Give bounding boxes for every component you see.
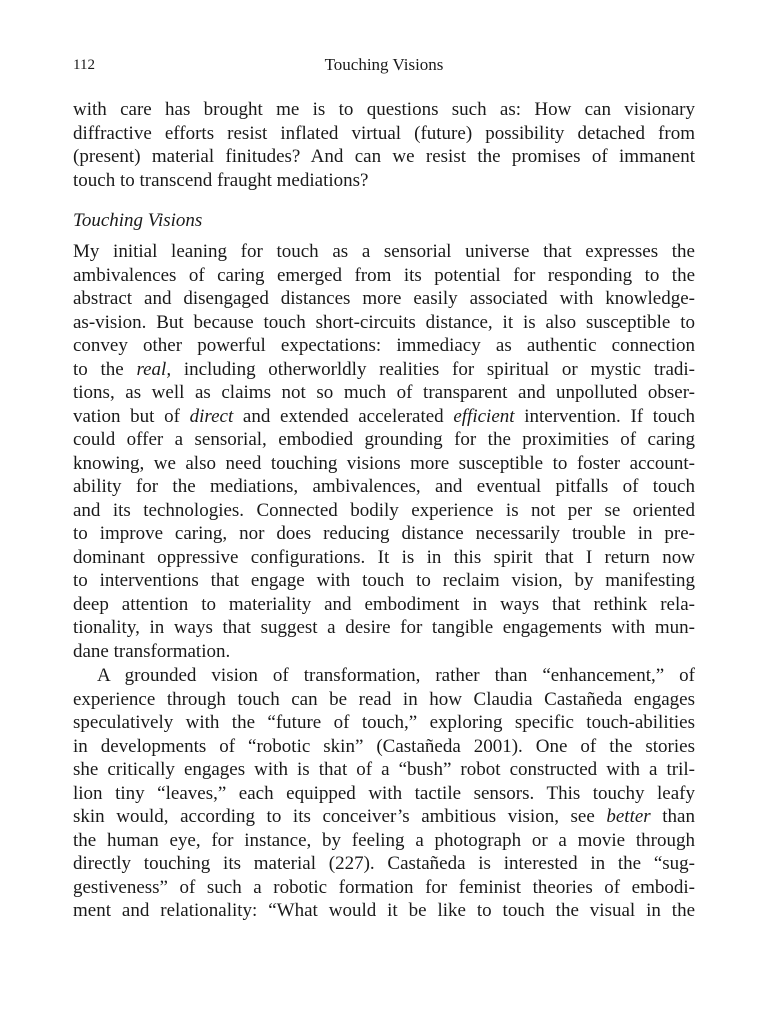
text-segment: as-vision. But because touch short-circuits distance, it is also susceptible to bbox=[73, 311, 695, 333]
text-line bbox=[73, 782, 695, 806]
text-line bbox=[73, 593, 695, 617]
text-segment: including otherworldly realities for spiritual or mystic tradi- bbox=[171, 358, 695, 380]
text-segment: My initial leaning for touch as a sensorial universe that expresses the bbox=[73, 241, 695, 262]
text-segment: diffractive efforts resist inflated virtual (future) possibility detached from bbox=[73, 122, 695, 144]
running-title: Touching Visions bbox=[324, 55, 444, 74]
text-segment: to interventions that engage with touch to reclaim vision, by manifesting bbox=[73, 570, 695, 591]
text-segment: skin would, according to its conceiver’s ambitious vision, see bbox=[73, 806, 607, 827]
text-segment: (present) material finitudes? And can we resist the promises of immanent bbox=[73, 146, 695, 167]
italic-text: better bbox=[606, 806, 651, 827]
text-line bbox=[73, 569, 695, 593]
text-line bbox=[73, 711, 695, 735]
text-line bbox=[73, 688, 695, 712]
text-segment: convey other powerful expectations: immediacy as authentic connection bbox=[73, 335, 695, 356]
text-line bbox=[73, 311, 695, 335]
text-line bbox=[73, 334, 695, 358]
text-line bbox=[73, 145, 695, 169]
text-segment: knowing, we also need touching visions more susceptible to foster account- bbox=[73, 452, 695, 474]
text-line bbox=[73, 381, 695, 405]
text-segment: she critically engages with is that of a “bush” robot constructed with a tril- bbox=[73, 759, 695, 780]
italic-text: real, bbox=[136, 358, 172, 380]
text-line bbox=[73, 240, 695, 264]
text-segment: A grounded vision of transformation, rather than “enhancement,” of bbox=[97, 665, 695, 686]
text-line bbox=[73, 805, 695, 829]
text-segment: dominant oppressive configurations. It is in this spirit that I return now bbox=[73, 546, 695, 568]
text-line bbox=[73, 264, 695, 288]
text-segment: ment and relationality: “What would it be like to touch the visual in the bbox=[73, 900, 695, 921]
text-line bbox=[73, 452, 695, 476]
paragraph-2 bbox=[73, 664, 695, 923]
text-line bbox=[73, 664, 695, 688]
text-line bbox=[73, 829, 695, 853]
text-line bbox=[73, 499, 695, 523]
text-line bbox=[73, 98, 695, 122]
text-line bbox=[73, 852, 695, 876]
section-heading: Touching Visions bbox=[73, 210, 203, 231]
text-line bbox=[73, 428, 695, 452]
text-segment: gestiveness” of such a robotic formation for feminist theories of embodi- bbox=[73, 876, 695, 898]
text-line bbox=[73, 169, 695, 193]
running-header bbox=[73, 55, 695, 79]
text-segment: and its technologies. Connected bodily experience is not per se oriented bbox=[73, 499, 695, 521]
text-segment: the human eye, for instance, by feeling a photograph or a movie through bbox=[73, 829, 695, 851]
text-segment: ability for the mediations, ambivalences, and eventual pitfalls of touch bbox=[73, 476, 695, 497]
text-segment: tions, as well as claims not so much of transparent and unpolluted obser- bbox=[73, 382, 695, 403]
italic-text: direct bbox=[189, 405, 234, 427]
text-segment: abstract and disengaged distances more easily associated with knowledge- bbox=[73, 288, 695, 309]
text-segment: to the bbox=[73, 358, 137, 380]
text-segment: vation but of bbox=[73, 405, 190, 427]
text-segment: dane transformation. bbox=[73, 640, 231, 662]
text-segment: touch to transcend fraught mediations? bbox=[73, 169, 369, 191]
text-line bbox=[73, 640, 695, 664]
text-line bbox=[73, 616, 695, 640]
text-segment: to improve caring, nor does reducing distance necessarily trouble in pre- bbox=[73, 523, 695, 544]
italic-text: efficient bbox=[453, 405, 515, 427]
text-segment: could offer a sensorial, embodied grounding for the proximities of caring bbox=[73, 429, 695, 450]
text-segment: with care has brought me is to questions such as: How can visionary bbox=[73, 99, 695, 120]
paragraph-1 bbox=[73, 240, 695, 663]
text-segment: and extended accelerated bbox=[233, 405, 454, 427]
text-line bbox=[73, 899, 695, 923]
text-segment: speculatively with the “future of touch,” exploring specific touch-abilities bbox=[73, 712, 695, 733]
text-segment: in developments of “robotic skin” (Castañeda 2001). One of the stories bbox=[73, 735, 695, 757]
text-line bbox=[73, 876, 695, 900]
text-segment: intervention. If touch bbox=[514, 405, 695, 427]
text-segment: deep attention to materiality and embodiment in ways that rethink rela- bbox=[73, 593, 695, 615]
text-segment: tionality, in ways that suggest a desire for tangible engagements with mun- bbox=[73, 617, 695, 638]
text-segment: directly touching its material (227). Castañeda is interested in the “sug- bbox=[73, 853, 695, 874]
text-line bbox=[73, 122, 695, 146]
opening-paragraph bbox=[73, 98, 695, 192]
text-line bbox=[73, 405, 695, 429]
text-line bbox=[73, 735, 695, 759]
text-segment: ambivalences of caring emerged from its potential for responding to the bbox=[73, 264, 695, 286]
text-segment: experience through touch can be read in how Claudia Castañeda engages bbox=[73, 688, 695, 710]
text-line bbox=[73, 522, 695, 546]
text-line bbox=[73, 287, 695, 311]
text-line bbox=[73, 546, 695, 570]
text-segment: than bbox=[650, 806, 695, 827]
text-line bbox=[73, 758, 695, 782]
text-segment: lion tiny “leaves,” each equipped with tactile sensors. This touchy leafy bbox=[73, 782, 695, 804]
text-line bbox=[73, 475, 695, 499]
page-number: 112 bbox=[73, 57, 95, 73]
text-line bbox=[73, 358, 695, 382]
